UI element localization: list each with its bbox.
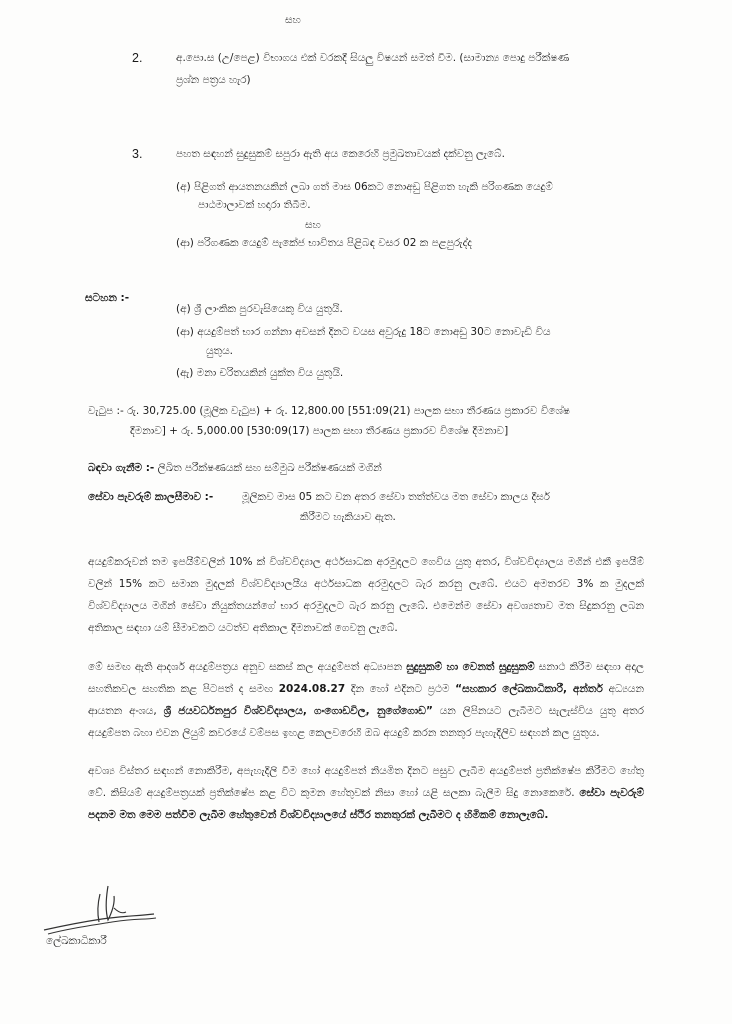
service-period-line-1: මූලිකව මාස 05 කට වන අතර සේවා තත්ත්වය මත සේවා කාලය දීර්ඝ (242, 491, 551, 503)
recruitment-line (88, 462, 382, 475)
recruitment-text: ලිඛිත පරීක්ෂණයක් සහ සම්මුඛ පරීක්ෂණයක් මගින් (157, 462, 382, 474)
item-2-line-1: අ.පො.ස (උ/පෙළ) විභාගය එක් වරකදී සියලු විෂයන් සමත් වීම. (සාමාන්‍ය පොදු පරීක්ෂණ (176, 52, 570, 64)
note-aa-line-1: (ආ) අයදුම්පත් භාර ගන්නා අවසන් දිනට වයස අවුරුදු 18ට නොඅඩු 30ට නොවැඩි විය (176, 326, 551, 338)
note-ae: (ඇ) මනා චරිතයකින් යුක්ත විය යුතුයි. (176, 367, 344, 379)
handwritten-signature (42, 872, 162, 942)
item-2-number: 2. (132, 51, 143, 65)
notes-heading: සටහන :- (85, 292, 130, 304)
signatory-title: ලේඛකාධිකාරී (46, 935, 107, 947)
paragraph-provident-fund: අයදුම්කරුවන් තම ඉපයීම්වලින් 10% ක් විශ්වවිද්‍යාල අර්ථසාධක අරමුදලට ගෙවිය යුතු අතර, විශ්වවිද්‍යාලය මගින් එකී ඉපයීම් වලින් 15% කට සමාන මුදලක් විශ්වවිද්‍යාලයීය අර්ථසාධක අරමුදලට බැර කරනු ලැබේ. එයට අමතරව 3% ක මුදලක් විශ්වවිද්‍යාලය මගින් සේවා නියුක්තයන්ගේ භාර අරමුදලට බැර කරනු ලැබේ. එමෙන්ම සේවා අවශ්‍යතාව මත සිදුකරනු ලබන අතිකාල සඳහා යම් සීමාවකට යටත්ව අතිකාල දීමනාවක් ගෙවනු ලැබේ. (88, 556, 644, 634)
para2-part1: මේ සමඟ ඇති ආදර්ශ අයදුම්පත්‍රය අනුව සකස් කල අයදුම්පත් අධ්‍යාපන (88, 661, 407, 673)
para2-part9: යන ලිපිනයට ලැබීමට සැලැස්විය යුතු අතර අයදුම්පත බහා එවන ලියුම් කවරයේ වම්පස ඉහළ කෙලවරෙහි ඔබ අයදුම් කරන තනතුර පැහැදිලිව සඳහන් කල යුතුය. (88, 705, 645, 739)
item-3-and-word: සහ (305, 219, 321, 231)
para2-part5: දින හෝ එදිනට ප්‍රථම (345, 683, 456, 695)
item-3-aa: (ආ) පරිගණක යෙදුම් පැකේජ භාවිතය පිළිබඳ වසර 02 ක පළපුරුද්ද (176, 237, 472, 249)
note-a: (අ) ශ්‍රී ලාංකික පුරවැසියෙකු විය යුතුයි. (176, 303, 343, 315)
para2-address-1: “සහකාර ලේඛකාධිකාරී, අන්තර් (455, 683, 603, 695)
note-aa-line-2: යුතුය. (206, 345, 233, 357)
salary-line-2: දීමනාව] + රු. 5,000.00 [530:09(17) පාලක සභා තීරණය ප්‍රකාරව විශේෂ දීමනාව] (130, 425, 509, 437)
item-3-intro: පහත සඳහන් සුදුසුකම් සපුරා ඇති අය කෙරෙහි ප්‍රමුඛතාවයක් දක්වනු ලැබේ. (176, 148, 505, 160)
paragraph-rejection-notice (88, 760, 644, 826)
service-period-label: සේවා පැවරුම් කාලසීමාව :- (88, 491, 214, 503)
item-3-number: 3. (132, 147, 143, 161)
item-3-a-line-2: පාඨමාලාවක් හදාරා තිබීම. (198, 199, 311, 211)
para2-address-2: ශ්‍රී ජයවර්ධනපුර විශ්වවිද්‍යාලය, ගංගොඩවිල, නුගේගොඩ” (163, 705, 433, 717)
recruitment-label: බඳවා ගැනීම :- (88, 462, 155, 474)
service-period-line-2: කිරීමට හැකියාව ඇත. (300, 511, 396, 523)
para3-part1: අවශ්‍ය විස්තර සඳහන් නොකිරීම, අපැහැදිලි වීම හෝ අයදුම්පත් නියමිත දිනට පසුව ලැබීම අයදුම්පත් ප්‍රතික්ෂේප කිරීමට හේතු වේ. කිසියම් අයදුම්පත්‍රයක් ප්‍රතික්ෂේප කළ විට කුමන හේතුවක් නිසා හෝ යළි සලකා බැලීම සිදු නොකෙරේ. (88, 765, 644, 799)
paragraph-application-instructions (88, 656, 644, 744)
para3-permanent-notice: සේවා පැවරුම් පදනම මත මෙම පත්වීම ලැබීම හේතුවෙන් විශ්වවිද්‍යාලයේ ස්ථිර තනතුරක් ලැබීමට ද හිමිකම් නොලැබේ. (88, 787, 644, 821)
para2-deadline-date: 2024.08.27 (278, 683, 346, 695)
para2-part7: අධ්‍යයන ආයතන අංශය, (88, 683, 644, 717)
para2-part3: සනාථ කිරීම සඳහා අදාල සහතිකවල සහතික කළ පිටපත් ද සමඟ (88, 661, 644, 695)
item-3-a-line-1: (අ) පිළිගත් ආයතනයකින් ලබා ගත් මාස 06කට නොඅඩු පිළිගත හැකි පරිගණක යෙදුම් (176, 181, 553, 193)
salary-line-1: වැටුප :- රු. 30,725.00 (මූලික වැටුප) + රු. 12,800.00 [551:09(21) පාලක සභා තීරණය ප්‍රකාරව විශේෂ (88, 405, 570, 417)
top-and-word: සහ (285, 14, 301, 26)
item-2-line-2: ප්‍රශ්න පත්‍රය හැර) (176, 74, 251, 86)
para2-qualifications: සුදුසුකම් හා වෙනත් සුදුසුකම් (406, 661, 535, 673)
